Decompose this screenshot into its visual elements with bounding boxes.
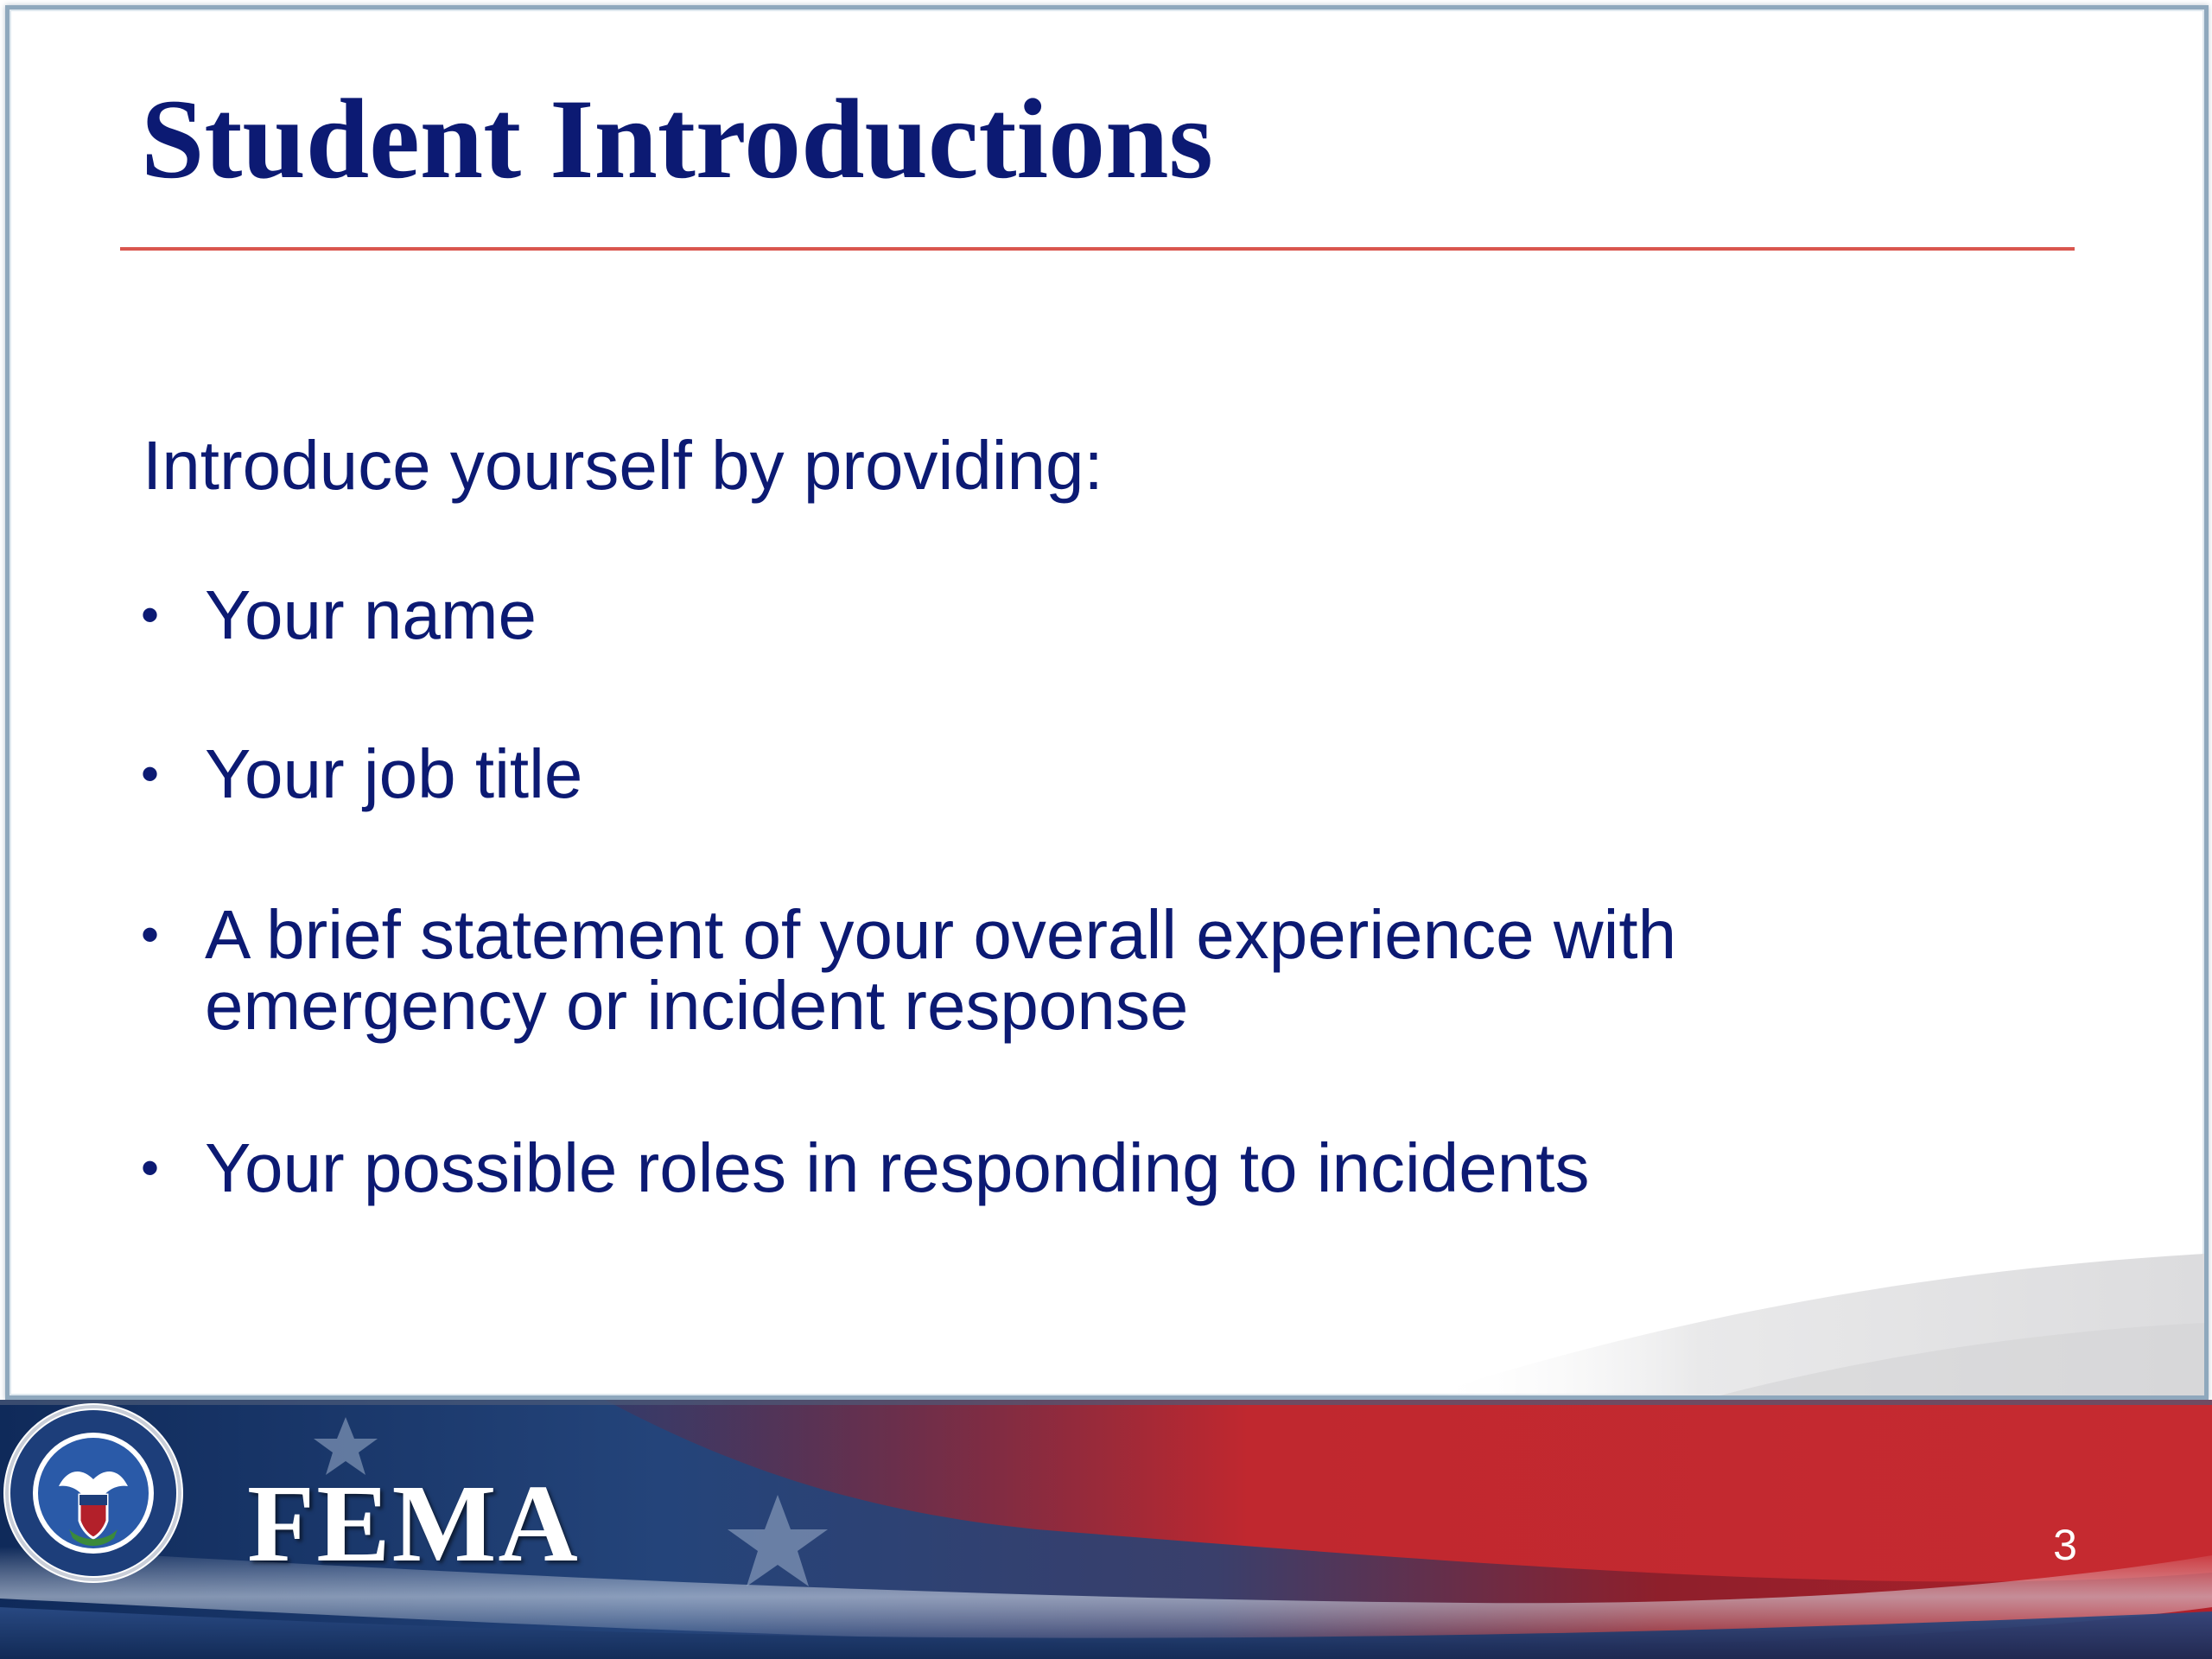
bullet-icon: •: [141, 586, 160, 644]
dhs-seal-icon: [0, 1400, 187, 1586]
list-item-text: Your name: [205, 576, 537, 653]
list-item: [139, 576, 537, 653]
list-item: [139, 735, 583, 812]
list-item-text: A brief statement of your overall experience with emergency or incident response: [205, 896, 1677, 1044]
slide-title: Student Introductions: [141, 75, 1213, 202]
fema-logo: FEMA: [247, 1462, 580, 1585]
bullet-icon: •: [141, 906, 160, 963]
bullet-icon: •: [141, 745, 160, 803]
list-item-text: Your possible roles in responding to incidents: [205, 1129, 1590, 1206]
list-item: [139, 896, 1898, 1044]
list-item-text: Your job title: [205, 735, 583, 812]
content-frame: [5, 5, 2209, 1400]
title-divider: [120, 247, 2075, 251]
bullet-icon: •: [141, 1139, 160, 1197]
intro-text: Introduce yourself by providing:: [143, 427, 1103, 504]
list-item: [139, 1129, 1590, 1206]
page-number: 3: [2053, 1521, 2077, 1569]
footer-banner: [0, 1400, 2212, 1659]
